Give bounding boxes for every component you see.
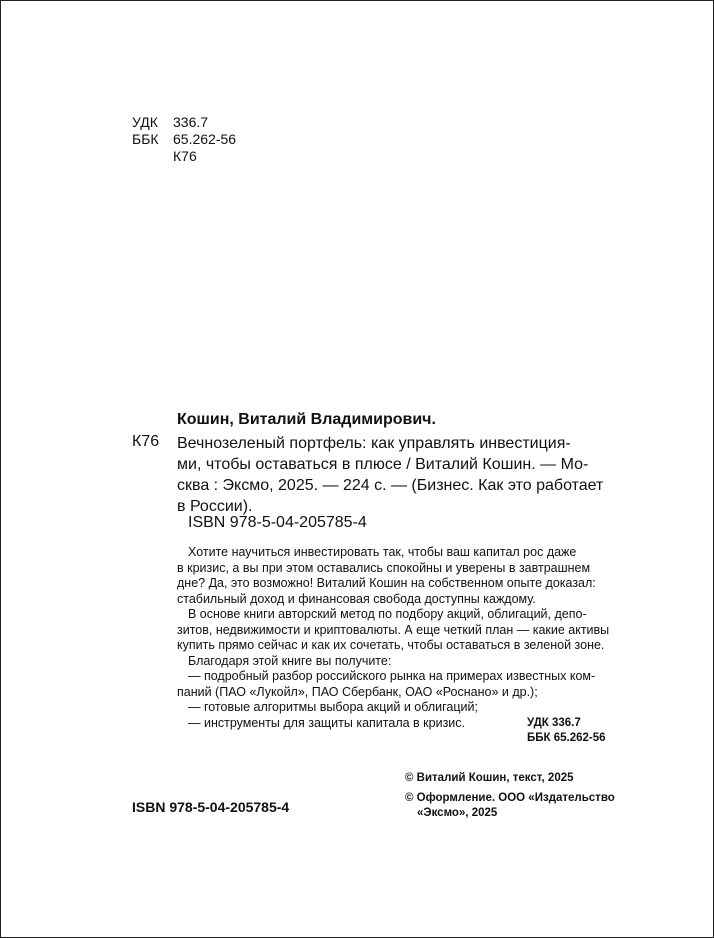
annotation-line: паний (ПАО «Лукойл», ПАО Сбербанк, ОАО «Роснано» и др.); bbox=[177, 684, 538, 699]
copyright-design: © Оформление. ООО «Издательство bbox=[405, 792, 615, 804]
bbk-value: 65.262-56 bbox=[173, 131, 237, 147]
annotation-line: — инструменты для защиты капитала в кризис. bbox=[188, 715, 466, 730]
bbk-label: ББК bbox=[132, 131, 159, 147]
annotation-line: — подробный разбор российского рынка на примерах известных ком- bbox=[188, 669, 596, 683]
annotation bbox=[177, 545, 612, 731]
udk-value: 336.7 bbox=[173, 114, 209, 130]
annotation-line: стабильный доход и финансовая свобода доступны каждому. bbox=[177, 591, 536, 606]
copyright-design-cont: «Эксмо», 2025 bbox=[417, 807, 498, 819]
bibliographic-description bbox=[177, 433, 612, 517]
author-code: К76 bbox=[173, 148, 197, 164]
author-code-row bbox=[132, 148, 236, 165]
description-line: в России). bbox=[177, 498, 253, 515]
annotation-line: В основе книги авторский метод по подбору акций, облигаций, депо- bbox=[188, 607, 587, 621]
udk-label: УДК bbox=[132, 114, 158, 130]
footer-classification bbox=[527, 716, 606, 746]
classification-block bbox=[132, 114, 236, 165]
annotation-line: в кризис, а вы при этом оставались спокойны и уверены в завтрашнем bbox=[177, 560, 591, 575]
footer-bbk: ББК 65.262-56 bbox=[527, 732, 606, 744]
annotation-line: Благодаря этой книге вы получите: bbox=[188, 653, 392, 668]
copyright-block bbox=[405, 771, 615, 821]
card-code: К76 bbox=[132, 433, 160, 450]
annotation-line: Хотите научиться инвестировать так, чтобы ваш капитал рос даже bbox=[188, 545, 577, 559]
udk-row bbox=[132, 114, 236, 131]
card-isbn: ISBN 978-5-04-205785-4 bbox=[188, 514, 367, 531]
annotation-line: — готовые алгоритмы выбора акций и облигаций; bbox=[188, 700, 478, 714]
annotation-line: дне? Да, это возможно! Виталий Кошин на собственном опыте доказал: bbox=[177, 576, 596, 590]
footer-isbn: ISBN 978-5-04-205785-4 bbox=[132, 799, 290, 815]
description-line: Вечнозеленый портфель: как управлять инвестиция- bbox=[177, 435, 571, 452]
annotation-line: зитов, недвижимости и криптовалюты. А еще четкий план — какие активы bbox=[177, 622, 610, 637]
copyright-author: © Виталий Кошин, текст, 2025 bbox=[405, 772, 574, 784]
footer-udk: УДК 336.7 bbox=[527, 717, 581, 729]
annotation-line: купить прямо сейчас и как их сочетать, чтобы оставаться в зеленой зоне. bbox=[177, 638, 605, 652]
description-line: ми, чтобы оставаться в плюсе / Виталий Кошин. — Мо- bbox=[177, 456, 589, 473]
bbk-row bbox=[132, 131, 236, 148]
author-heading: Кошин, Виталий Владимирович. bbox=[177, 411, 436, 428]
description-line: сква : Эксмо, 2025. — 224 с. — (Бизнес. Как это работает bbox=[177, 477, 604, 494]
